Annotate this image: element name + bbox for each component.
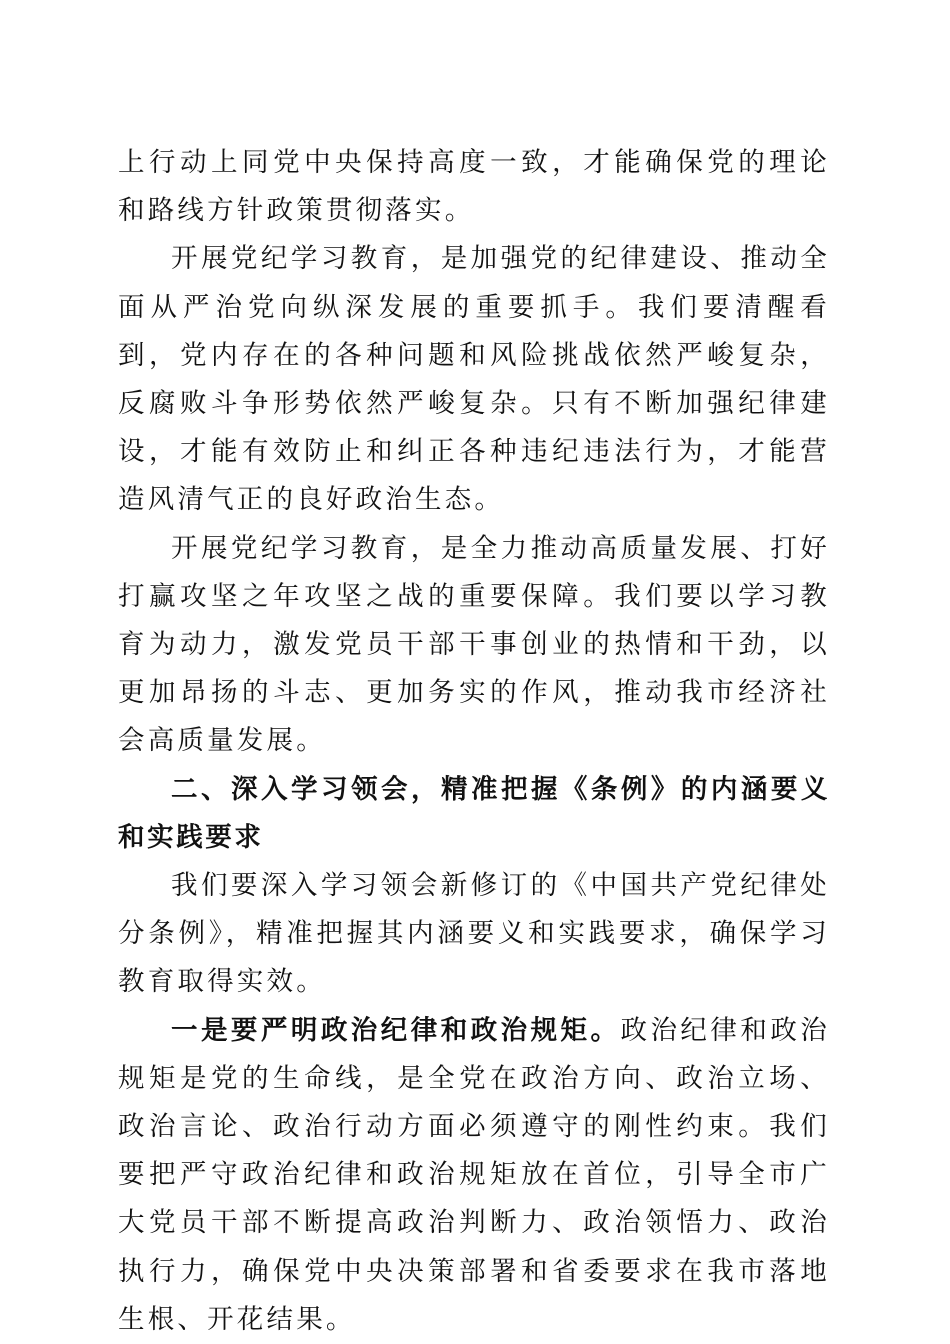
paragraph-body-text: 政治纪律和政治规矩是党的生命线，是全党在政治方向、政治立场、政治言论、政治行动方面必须遵守的刚性约束。我们要把严守政治纪律和政治规矩放在首位，引导全市广大党员干部不断提高政治判断力、政治领悟力、政治执行力，确保党中央决策部署和省委要求在我市落地生根、开花结果。 [118,1014,830,1335]
paragraph-high-quality-development: 开展党纪学习教育，是全力推动高质量发展、打好打赢攻坚之年攻坚之战的重要保障。我们要以学习教育为动力，激发党员干部干事创业的热情和干劲，以更加昂扬的斗志、更加务实的作风，推动我市经济社会高质量发展。 [118,532,830,757]
paragraph-study-regulations: 我们要深入学习领会新修订的《中国共产党纪律处分条例》，精准把握其内涵要义和实践要求，确保学习教育取得实效。 [118,870,830,998]
paragraph-political-discipline [118,1007,830,1344]
paragraph-continuation: 上行动上同党中央保持高度一致，才能确保党的理论和路线方针政策贯彻落实。 [118,147,830,227]
paragraph-lead-sentence: 一是要严明政治纪律和政治规矩。 [171,1014,621,1046]
document-body [118,139,830,1344]
section-heading-2: 二、深入学习领会，精准把握《条例》的内涵要义和实践要求 [118,773,830,853]
paragraph-discipline-building: 开展党纪学习教育，是加强党的纪律建设、推动全面从严治党向纵深发展的重要抓手。我们要清醒看到，党内存在的各种问题和风险挑战依然严峻复杂，反腐败斗争形势依然严峻复杂。只有不断加强纪律建设，才能有效防止和纠正各种违纪违法行为，才能营造风清气正的良好政治生态。 [118,243,830,516]
